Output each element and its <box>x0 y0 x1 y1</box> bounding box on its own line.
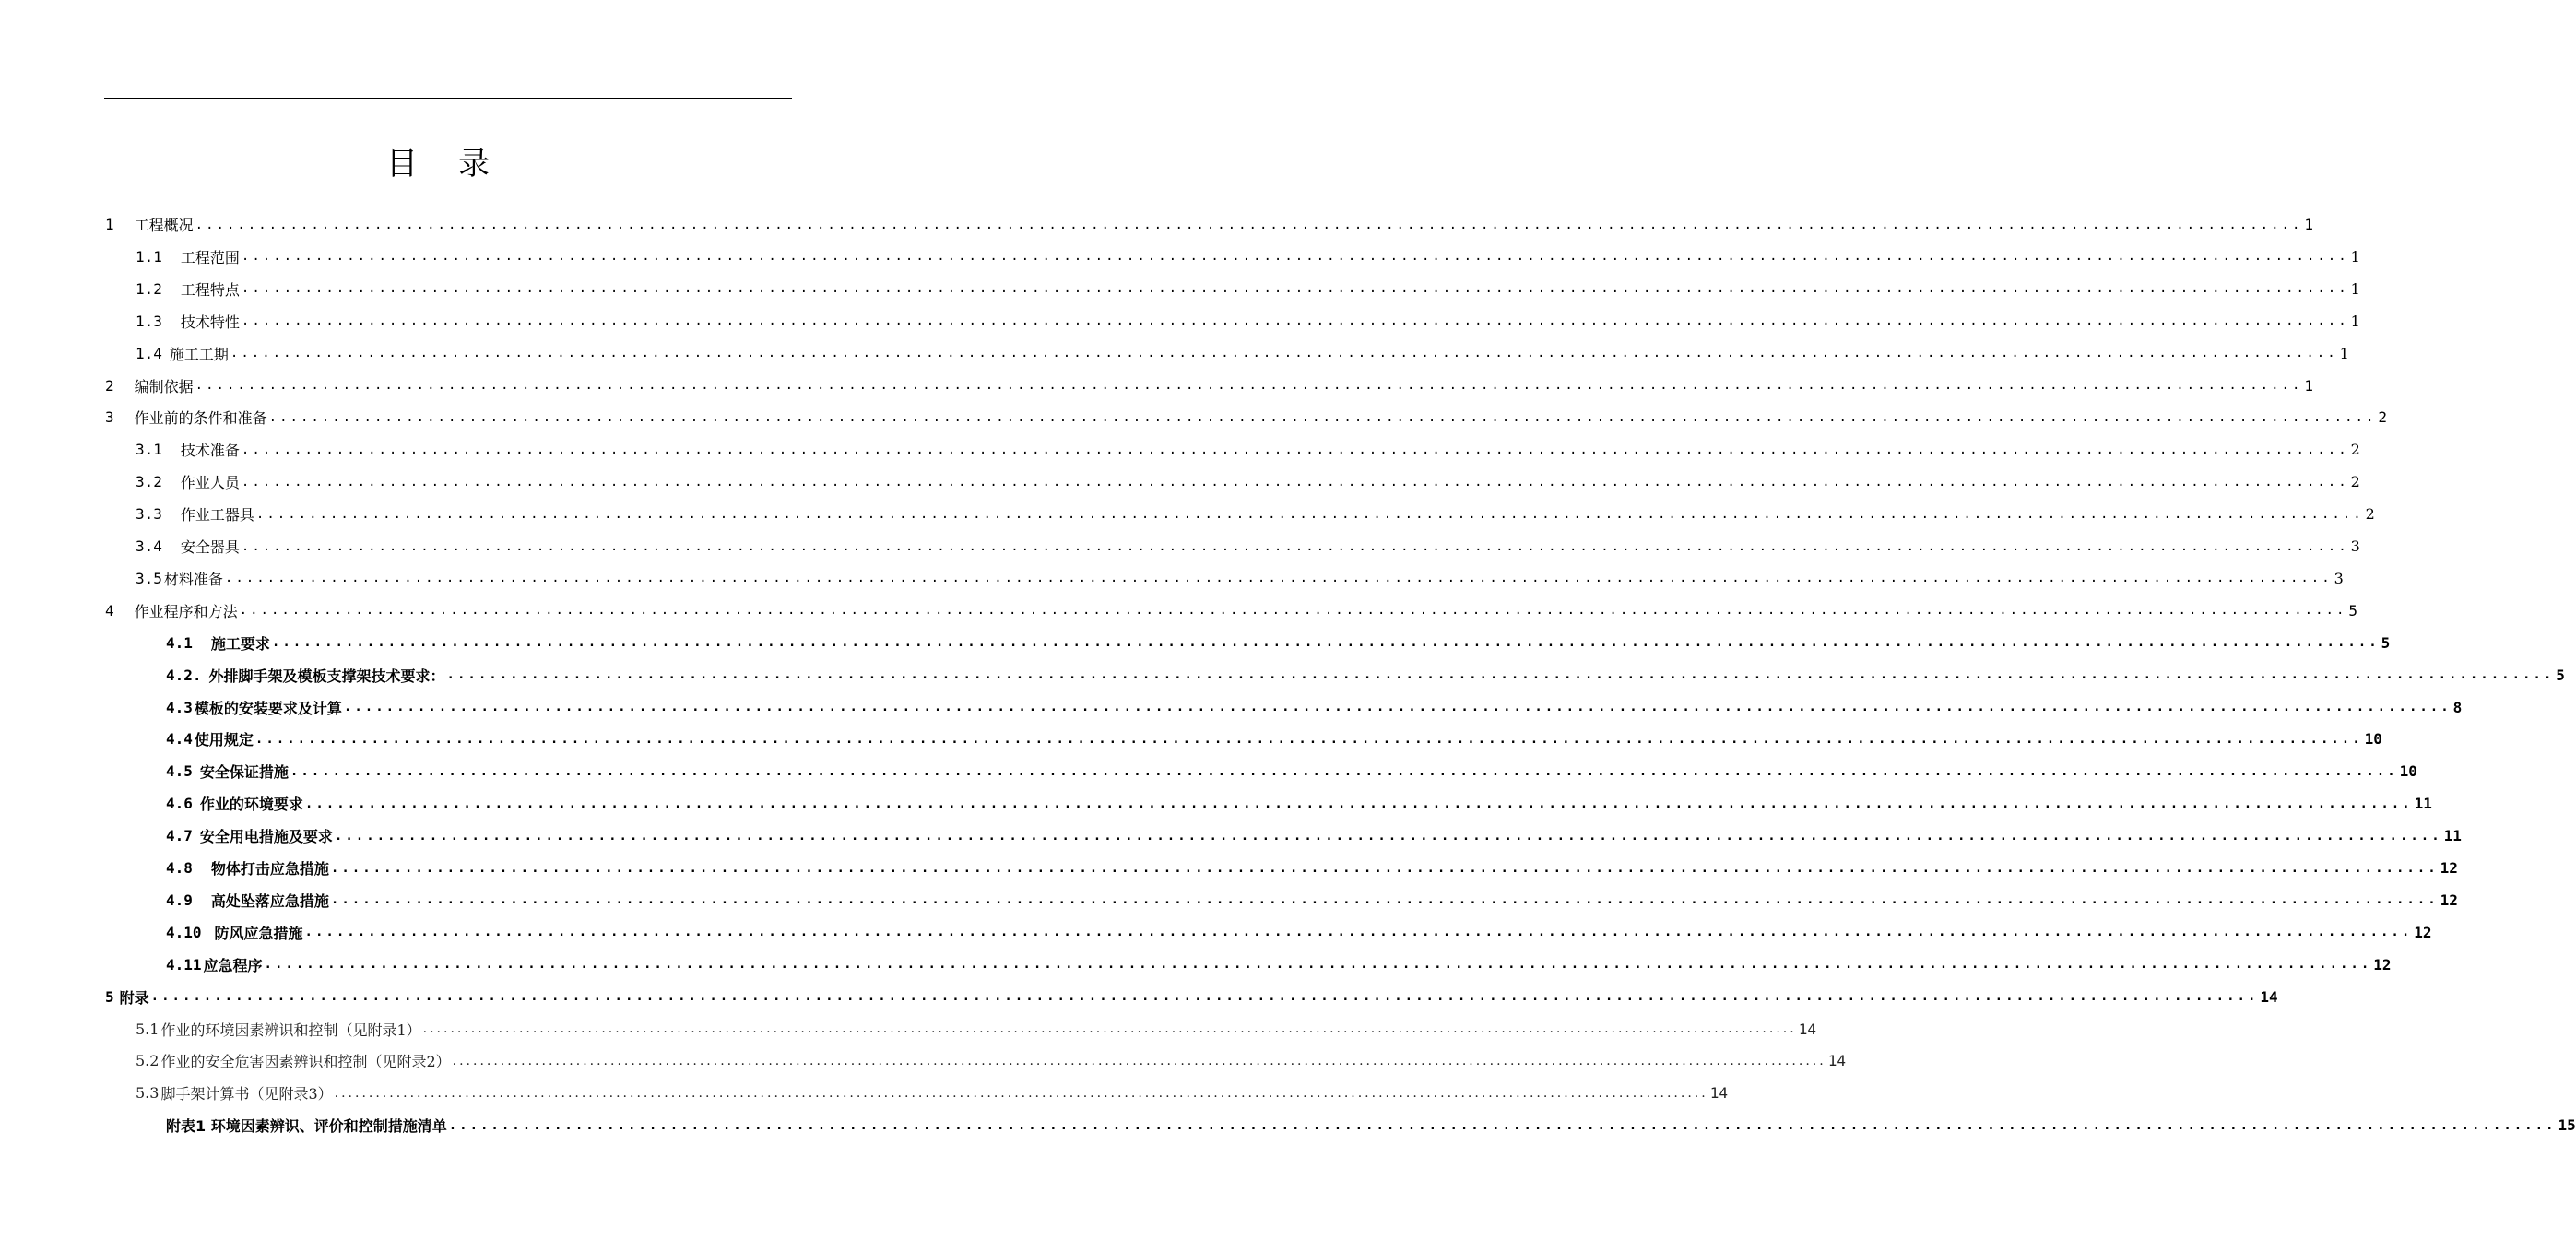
toc-page-number: 1 <box>2350 312 2360 330</box>
toc-number: 4.6 <box>166 795 193 813</box>
toc-leader: ........................................................................................................................................................................................................ <box>195 378 2303 393</box>
title-char-2: 录 <box>458 146 490 183</box>
toc-title: 外排脚手架及模板支撑架技术要求： <box>208 667 445 685</box>
toc-number: 3 <box>105 408 114 427</box>
toc-title: 安全用电措施及要求 <box>199 828 333 846</box>
toc-entry[interactable] <box>166 916 2432 949</box>
toc-page-number: 5 <box>2348 601 2358 620</box>
toc-title: 作业的环境因素辨识和控制（见附录1） <box>160 1021 421 1039</box>
toc-leader: ........................................................................................................................................................................................................ <box>241 474 2349 490</box>
toc-leader: ........................................................................................................................................................................................................ <box>264 957 2372 973</box>
toc-page-number: 1 <box>2350 279 2360 298</box>
toc-entry[interactable] <box>105 401 2388 433</box>
toc-page-number: 11 <box>2443 827 2462 845</box>
toc-title: 作业的环境要求 <box>199 796 303 814</box>
toc-number: 1 <box>105 216 114 233</box>
toc-number: 1.3 <box>136 312 162 330</box>
toc-leader: ........................................................................................................................................................................................................ <box>255 506 2364 522</box>
toc-entry[interactable] <box>166 852 2458 884</box>
toc-leader: ........................................................................................................................................................................................................ <box>330 892 2439 908</box>
toc-page-number: 5 <box>2556 666 2565 684</box>
toc-entry[interactable] <box>136 337 2349 370</box>
toc-title: 安全保证措施 <box>199 763 289 782</box>
toc-number: 4.11 <box>166 955 202 974</box>
toc-leader: ........................................................................................................................................................................................................ <box>241 249 2349 265</box>
toc-leader: ........................................................................................................................................................................................................ <box>304 925 2413 940</box>
toc-entry[interactable] <box>105 208 2314 241</box>
toc-entry[interactable] <box>105 370 2314 402</box>
toc-leader: ........................................................................................................................................................................................................ <box>452 1053 1826 1068</box>
toc-title: 施工要求 <box>210 634 270 653</box>
toc-title: 模板的安装要求及计算 <box>194 699 342 717</box>
toc-entry[interactable] <box>166 755 2417 787</box>
header-rule <box>104 98 792 99</box>
toc-page-number: 14 <box>1798 1020 1816 1038</box>
toc-title: 物体打击应急措施 <box>210 860 329 878</box>
toc-page-number: 14 <box>1827 1052 1846 1070</box>
toc-entry[interactable] <box>136 273 2360 305</box>
toc-page-number: 2 <box>2378 408 2388 427</box>
toc-title: 材料准备 <box>163 570 223 588</box>
toc-page-number: 12 <box>2440 859 2458 877</box>
toc-number: 3.2 <box>136 473 162 491</box>
toc-number: 4.5 <box>166 762 193 781</box>
toc-number: 4 <box>105 601 114 620</box>
toc-page-number: 1 <box>2304 376 2314 395</box>
toc-page-number: 2 <box>2365 505 2375 524</box>
title-char-1: 目 <box>386 146 418 183</box>
toc-entry[interactable] <box>136 1077 1728 1109</box>
toc-page-number: 1 <box>2339 344 2349 362</box>
toc-number: 4.8 <box>166 859 193 877</box>
toc-leader: ........................................................................................................................................................................................................ <box>239 603 2347 619</box>
toc-leader: ........................................................................................................................................................................................................ <box>304 796 2413 811</box>
toc-number: 4.2. <box>166 666 202 684</box>
toc-leader: ........................................................................................................................................................................................................ <box>195 217 2303 232</box>
toc-leader: ........................................................................................................................................................................................................ <box>290 763 2398 779</box>
toc-leader: ........................................................................................................................................................................................................ <box>422 1021 1797 1036</box>
toc-title: 防风应急措施 <box>214 924 303 942</box>
toc-leader: ........................................................................................................................................................................................................ <box>241 442 2349 457</box>
toc-number: 3.4 <box>136 537 162 555</box>
toc-page-number: 11 <box>2414 795 2432 813</box>
toc-page-number: 14 <box>1709 1084 1728 1103</box>
toc-title: 脚手架计算书（见附录3） <box>160 1085 333 1103</box>
toc-entry[interactable] <box>136 562 2344 595</box>
toc-entry[interactable] <box>136 1013 1816 1045</box>
toc-leader: ........................................................................................................................................................................................................ <box>241 313 2349 329</box>
toc-title: 高处坠落应急措施 <box>210 891 329 910</box>
toc-number: 5 <box>105 987 114 1006</box>
toc-page-number: 2 <box>2350 441 2360 459</box>
toc-page-number: 12 <box>2373 955 2392 974</box>
toc-leader: ........................................................................................................................................................................................................ <box>330 860 2439 876</box>
toc-number: 5.3 <box>136 1084 160 1103</box>
toc-leader: ........................................................................................................................................................................................................ <box>334 828 2442 844</box>
toc-title: 附表1 环境因素辨识、评价和控制措施清单 <box>166 1117 447 1136</box>
toc-page-number: 10 <box>2364 730 2382 749</box>
toc-leader: ........................................................................................................................................................................................................ <box>343 700 2452 714</box>
toc-leader: ........................................................................................................................................................................................................ <box>224 571 2333 586</box>
toc-page-number: 1 <box>2350 247 2360 266</box>
toc-entry[interactable] <box>166 820 2462 852</box>
toc-number: 2 <box>105 376 114 395</box>
toc-entry[interactable] <box>166 659 2565 691</box>
toc-page-number: 10 <box>2399 762 2417 781</box>
toc-page-number: 2 <box>2350 473 2360 491</box>
toc-page-number: 3 <box>2350 537 2360 555</box>
toc-entry[interactable] <box>136 498 2375 530</box>
toc-entry[interactable] <box>166 627 2391 659</box>
toc-title: 使用规定 <box>194 731 254 749</box>
toc-leader: ........................................................................................................................................................................................................ <box>150 989 2259 1005</box>
toc-page-number: 3 <box>2334 569 2344 587</box>
toc-entry[interactable] <box>136 241 2360 273</box>
toc-page-number: 1 <box>2304 216 2314 233</box>
toc-title: 作业程序和方法 <box>134 602 238 620</box>
toc-title: 工程概况 <box>134 217 194 234</box>
toc-number: 4.10 <box>166 923 202 941</box>
toc-title: 施工工期 <box>169 345 229 363</box>
toc-number: 4.4 <box>166 730 193 749</box>
toc-leader: ........................................................................................................................................................................................................ <box>254 731 2363 747</box>
toc-title: 技术特性 <box>180 313 240 331</box>
toc-entry[interactable] <box>136 433 2360 466</box>
toc-page-number: 5 <box>2381 633 2391 652</box>
toc-entry[interactable] <box>166 949 2392 981</box>
toc-leader: ........................................................................................................................................................................................................ <box>334 1085 1708 1101</box>
toc-title: 作业人员 <box>180 474 240 492</box>
toc-title: 应急程序 <box>203 956 263 974</box>
page-title <box>0 138 876 183</box>
toc-page-number: 15 <box>2558 1116 2576 1135</box>
toc-leader: ........................................................................................................................................................................................................ <box>230 346 2338 361</box>
toc-number: 1.2 <box>136 279 162 298</box>
toc-entry[interactable] <box>136 305 2360 337</box>
toc-title: 工程特点 <box>180 280 240 299</box>
toc-title: 安全器具 <box>180 538 240 556</box>
toc-number: 5.2 <box>136 1052 160 1070</box>
toc-entry[interactable] <box>136 1044 1846 1077</box>
toc-entry[interactable] <box>136 466 2360 498</box>
toc-number: 4.1 <box>166 633 193 652</box>
toc-number: 4.3 <box>166 698 193 716</box>
toc-title: 作业前的条件和准备 <box>134 409 267 428</box>
toc-entry[interactable] <box>166 691 2463 724</box>
toc-page-number: 14 <box>2260 987 2278 1006</box>
toc-entry[interactable] <box>166 787 2432 820</box>
toc-page-number: 12 <box>2414 923 2432 941</box>
toc-entry[interactable] <box>105 595 2358 627</box>
toc-number: 3.1 <box>136 441 162 459</box>
toc-leader: ........................................................................................................................................................................................................ <box>448 1117 2557 1133</box>
toc-page-number: 12 <box>2440 891 2458 909</box>
toc-leader: ........................................................................................................................................................................................................ <box>268 409 2377 425</box>
toc-leader: ........................................................................................................................................................................................................ <box>241 538 2349 554</box>
toc-number: 4.7 <box>166 827 193 845</box>
toc-page-number: 8 <box>2452 698 2463 716</box>
toc-number: 3.3 <box>136 505 162 524</box>
toc-number: 4.9 <box>166 891 193 909</box>
toc-number: 1.1 <box>136 247 162 266</box>
toc-number: 1.4 <box>136 344 162 362</box>
toc-entry[interactable] <box>166 884 2458 916</box>
toc-title: 工程范围 <box>180 248 240 266</box>
toc-entry[interactable] <box>105 981 2278 1013</box>
toc-title: 作业工器具 <box>180 506 254 525</box>
toc-number: 5.1 <box>136 1020 160 1038</box>
toc-leader: ........................................................................................................................................................................................................ <box>241 281 2349 297</box>
toc-title: 作业的安全危害因素辨识和控制（见附录2） <box>160 1053 451 1071</box>
toc-entry[interactable] <box>166 723 2382 755</box>
toc-title: 附录 <box>119 988 149 1007</box>
toc-title: 技术准备 <box>180 442 240 460</box>
toc-leader: ........................................................................................................................................................................................................ <box>271 635 2380 651</box>
toc-entry[interactable] <box>136 530 2360 562</box>
toc-entry[interactable] <box>166 1109 2576 1141</box>
toc-leader: ........................................................................................................................................................................................................ <box>446 667 2555 683</box>
toc-number: 3.5 <box>136 569 162 587</box>
toc-title: 编制依据 <box>134 377 194 395</box>
